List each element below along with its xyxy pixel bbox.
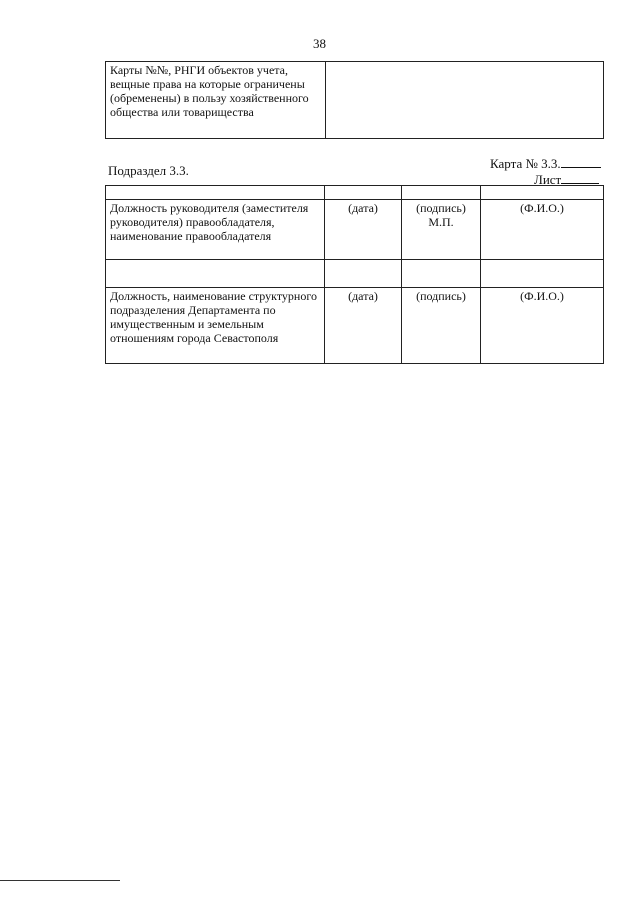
table-row (106, 260, 604, 288)
table-row (106, 200, 604, 260)
objects-value-cell (326, 62, 604, 139)
footnote-separator (0, 880, 120, 881)
table-cell (106, 186, 325, 200)
owner-stamp-label: М.П. (428, 215, 454, 229)
department-date-cell: (дата) (325, 288, 402, 364)
table-row (106, 186, 604, 200)
table-cell (402, 260, 481, 288)
owner-name-cell: (Ф.И.О.) (481, 200, 604, 260)
owner-signature-label: (подпись) (416, 201, 466, 215)
department-signature-cell: (подпись) (402, 288, 481, 364)
subsection-title: Подраздел 3.3. (108, 163, 189, 178)
card-number-label: Карта № 3.3. (490, 156, 561, 171)
table-row (106, 62, 604, 139)
department-position-cell: Должность, наименование структурного подразделения Департамента по имущественным и земельным отношениям города Севастополя (106, 288, 325, 364)
table-cell (325, 186, 402, 200)
table-cell (481, 260, 604, 288)
page-number: 38 (313, 36, 326, 51)
table-cell (481, 186, 604, 200)
table-cell (325, 260, 402, 288)
owner-date-cell: (дата) (325, 200, 402, 260)
objects-table (105, 61, 604, 139)
table-row (106, 288, 604, 364)
sheet-label-text: Лист (534, 172, 562, 187)
objects-label-cell: Карты №№, РНГИ объектов учета, вещные права на которые ограничены (обременены) в пользу хозяйственного общества или товарищества (106, 62, 326, 139)
table-cell (106, 260, 325, 288)
signature-table (105, 185, 604, 364)
card-number-blank (561, 155, 601, 168)
owner-position-cell: Должность руководителя (заместителя руководителя) правообладателя, наименование правообладателя (106, 200, 325, 260)
card-number (490, 155, 601, 172)
owner-signature-cell (402, 200, 481, 260)
department-name-cell: (Ф.И.О.) (481, 288, 604, 364)
table-cell (402, 186, 481, 200)
sheet-number-blank (561, 171, 599, 184)
